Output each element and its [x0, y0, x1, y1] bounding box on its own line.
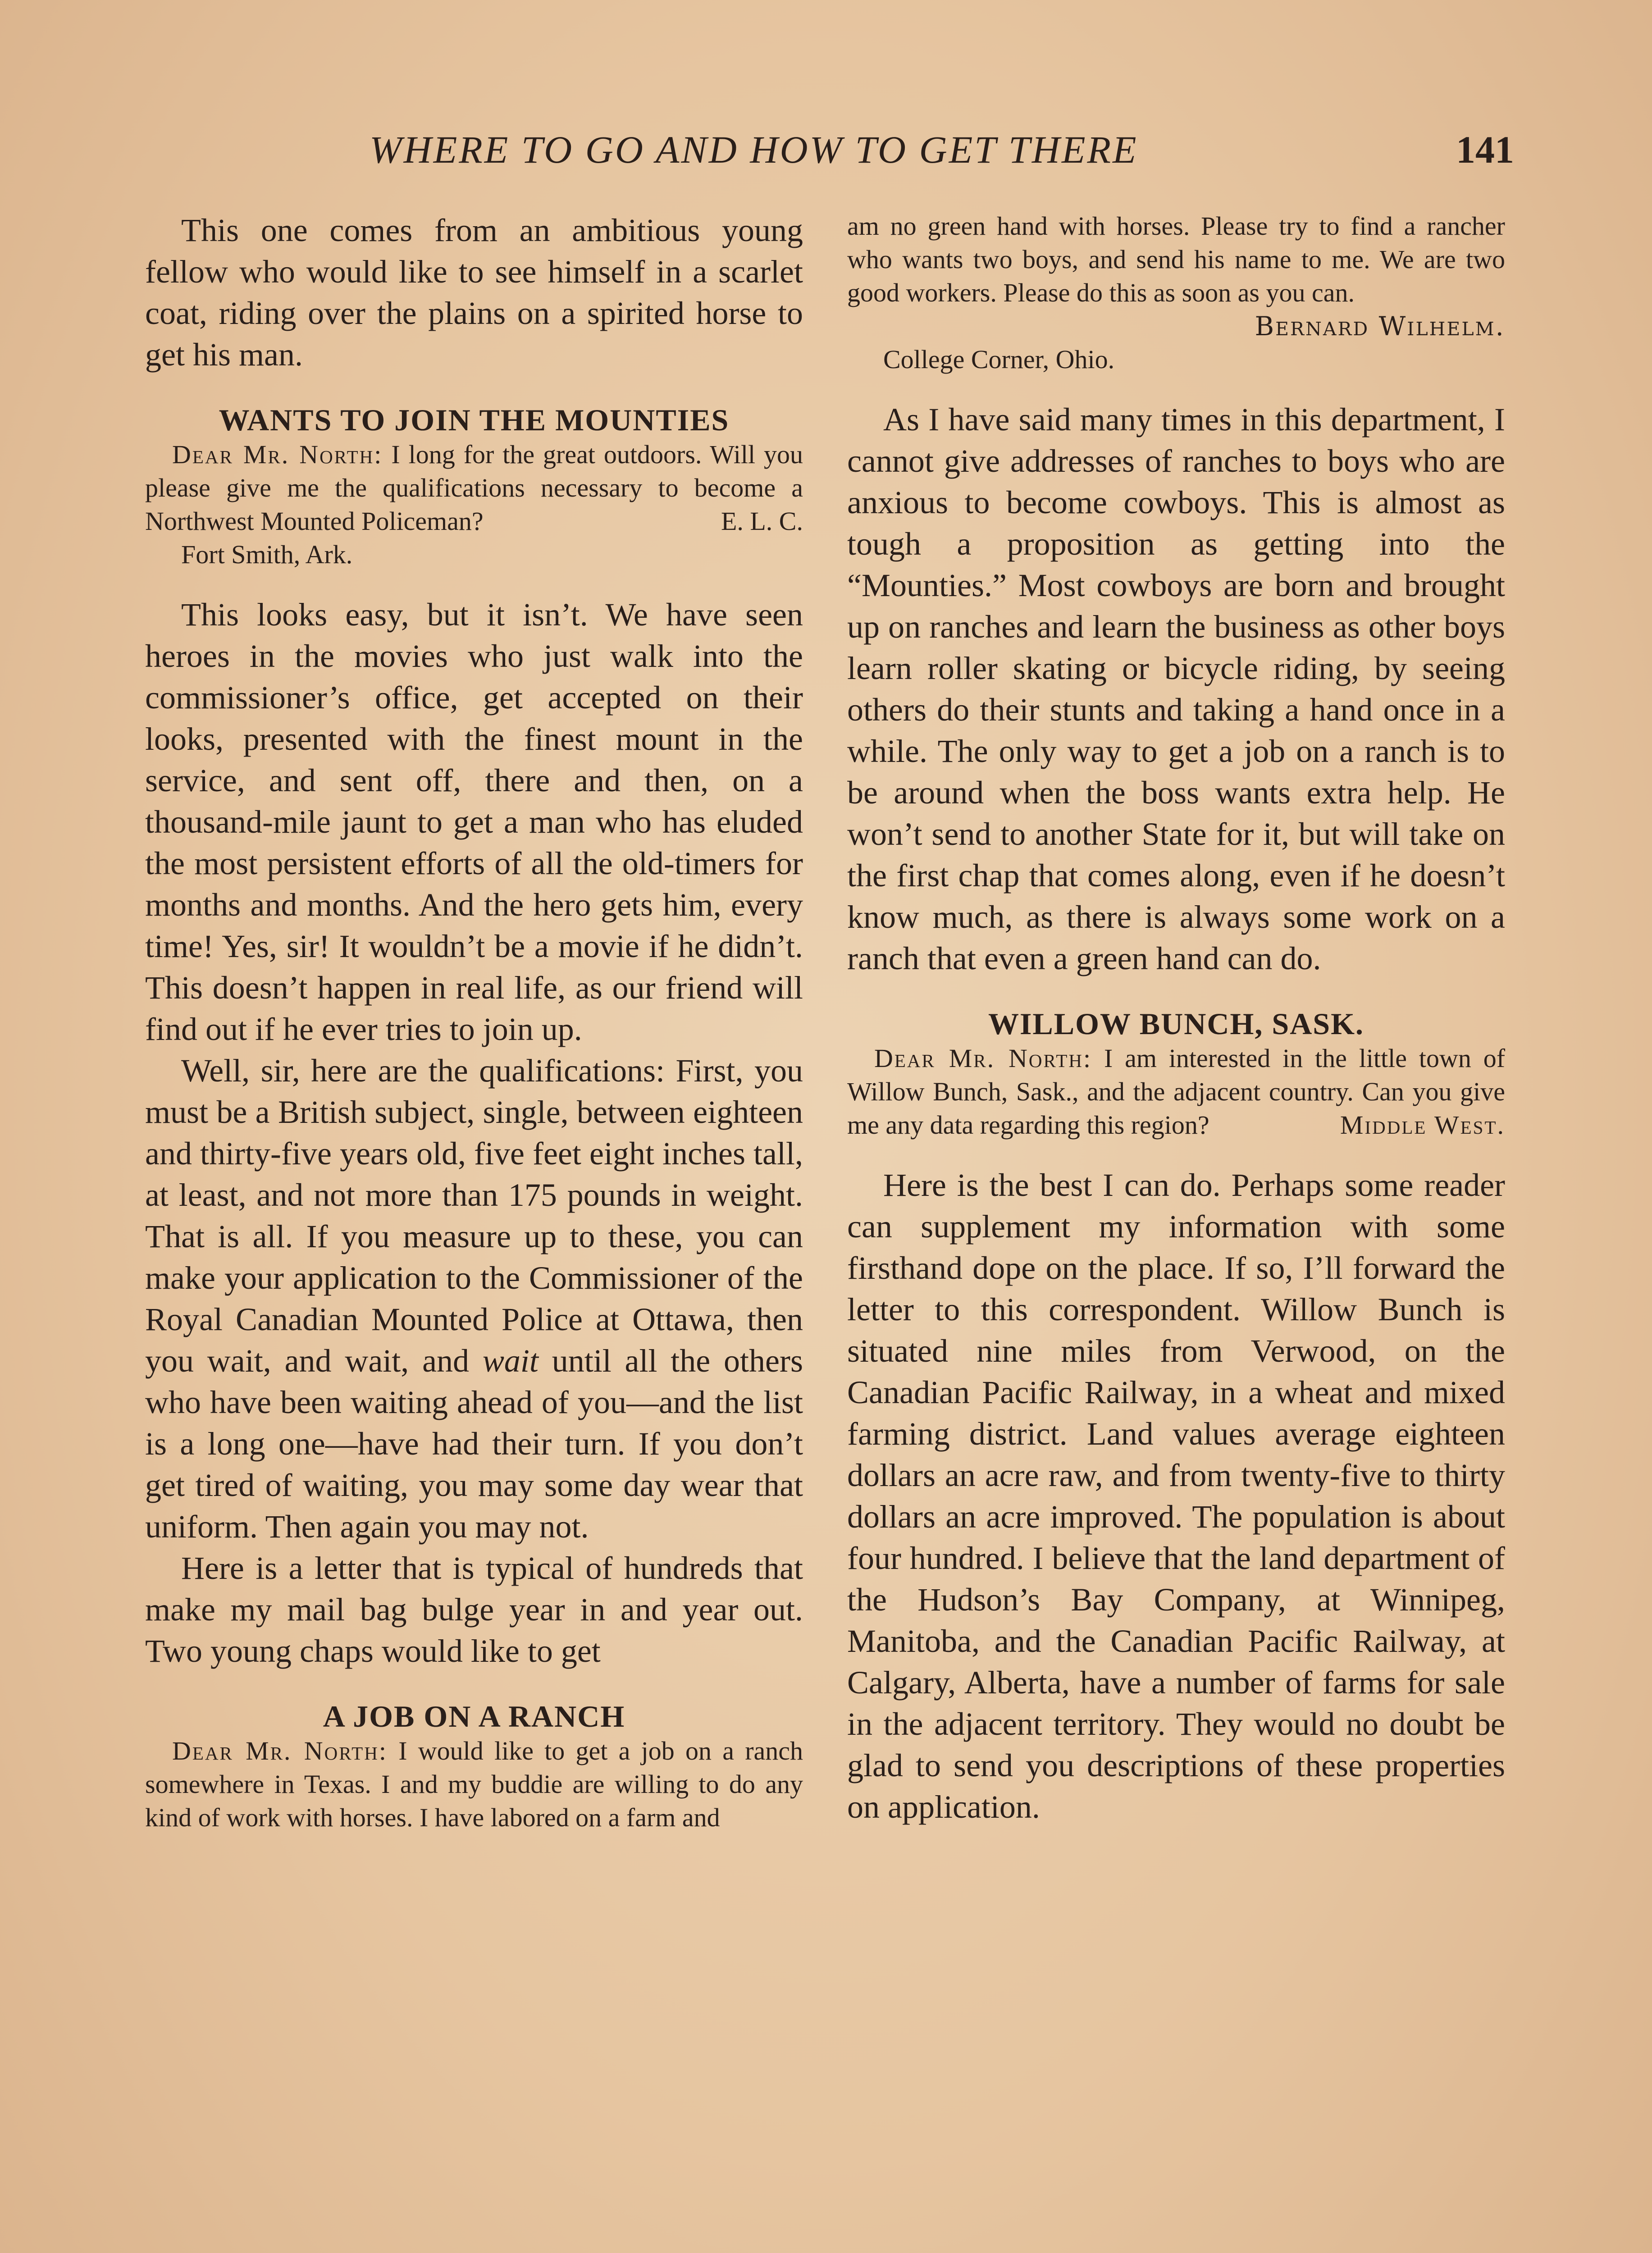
- letter-willow-bunch: [847, 1042, 1505, 1142]
- letter-place: Fort Smith, Ark.: [181, 540, 353, 569]
- paragraph-qualifications: [145, 1050, 803, 1547]
- paragraph-cowboys: As I have said many times in this department, I cannot give addresses of ranches to boys who are anxious to become cowboys. This is almost as tough a proposition as getting into the “Mounties.” Most cowboys are born and brought up on ranches and learn the business as other boys learn roller skating or bicycle riding, by seeing others do their stunts and taking a hand once in a while. The only way to get a job on a ranch is to be around when the boss wants extra help. He won’t send to another State for it, but will take on the first chap that comes along, even if he doesn’t know much, as there is always some work on a ranch that even a green hand can do.: [847, 401, 1505, 976]
- paragraph-best-i-can-do: Here is the best I can do. Perhaps some reader can supplement my information with some firsthand dope on the place. If so, I’ll forward the letter to this correspondent. Willow Bunch is situated nine miles from Verwood, on the Canadian Pacific Railway, in a wheat and mixed farming district. Land values average eighteen dollars an acre raw, and from twenty-five to thirty dollars an acre improved. The population is about four hundred. I believe that the land department of the Hudson’s Bay Company, at Winnipeg, Manitoba, and the Canadian Pacific Railway, at Calgary, Alberta, have a number of farms for sale in the adjacent territory. They would no doubt be glad to send you descriptions of these properties on application.: [847, 1167, 1505, 1825]
- right-column: [847, 210, 1505, 1828]
- letter-ranch-continued: am no green hand with horses. Please try to find a rancher who wants two boys, and send his name to me. We are two good workers. Please do this as soon as you can.: [847, 211, 1505, 307]
- paragraph-typical-letter: Here is a letter that is typical of hundreds that make my mail bag bulge year in and year out. Two young chaps would like to get: [145, 1550, 803, 1669]
- letter-salutation: Dear Mr. North:: [172, 1736, 388, 1765]
- letter-body: I long for the great outdoors. Will you please give me the qualifications necessary to become a Northwest Mounted Policeman?: [145, 440, 803, 536]
- letter-ranch: [145, 1734, 803, 1834]
- paragraph-looks-easy: This looks easy, but it isn’t. We have seen heroes in the movies who just walk into the commissioner’s office, get accepted on their looks, presented with the finest mount in the service, and sent off, there and then, on a thousand-mile jaunt to get a man who has eluded the most persistent efforts of all the old-timers for months and months. And the hero gets him, every time! Yes, sir! It wouldn’t be a movie if he didn’t. This doesn’t happen in real life, as our friend will find out if he ever tries to join up.: [145, 597, 803, 1047]
- heading-a-job-on-a-ranch: A JOB ON A RANCH: [323, 1699, 625, 1733]
- letter-body: I would like to get a job on a ranch somewhere in Texas. I and my buddie are willing to do any kind of work with horses. I have labored on a farm and: [145, 1736, 803, 1832]
- letter-signature: Middle West.: [1340, 1110, 1505, 1140]
- running-title: WHERE TO GO AND HOW TO GET THERE: [370, 128, 1138, 171]
- letter-salutation: Dear Mr. North:: [172, 440, 383, 469]
- heading-willow-bunch: WILLOW BUNCH, SASK.: [988, 1007, 1364, 1041]
- heading-wants-to-join-the-mounties: WANTS TO JOIN THE MOUNTIES: [219, 403, 730, 437]
- page-number: 141: [1456, 128, 1514, 171]
- emphasis-wait: wait: [482, 1343, 538, 1379]
- left-column: [145, 210, 803, 1834]
- letter-place: College Corner, Ohio.: [883, 345, 1115, 374]
- letter-signature: E. L. C.: [721, 506, 803, 536]
- intro-paragraph: This one comes from an ambitious young fellow who would like to see himself in a scarlet coat, riding over the plains on a spirited horse to get his man.: [145, 212, 803, 373]
- page-header: [144, 127, 1514, 177]
- letter-body: I am interested in the little town of Willow Bunch, Sask., and the adjacent country. Can you give me any data regarding this region?: [847, 1044, 1506, 1140]
- qualifications-text-a: Well, sir, here are the qualifications: First, you must be a British subject, single, between eighteen and thirty-five years old, five feet eight inches tall, at least, and not more than 175 pounds in weight. That is all. If you measure up to these, you can make your application to the Commissioner of the Royal Canadian Mounted Police at Ottawa, then you wait, and wait, and: [145, 1053, 803, 1379]
- letter-signature: Bernard Wilhelm.: [1255, 311, 1505, 342]
- letter-mounties: [145, 438, 803, 538]
- qualifications-text-b: until all the others who have been waiting ahead of you—and the list is a long one—have had their turn. If you don’t get tired of waiting, you may some day wear that uniform. Then again you may not.: [145, 1343, 803, 1545]
- letter-salutation: Dear Mr. North:: [874, 1044, 1092, 1073]
